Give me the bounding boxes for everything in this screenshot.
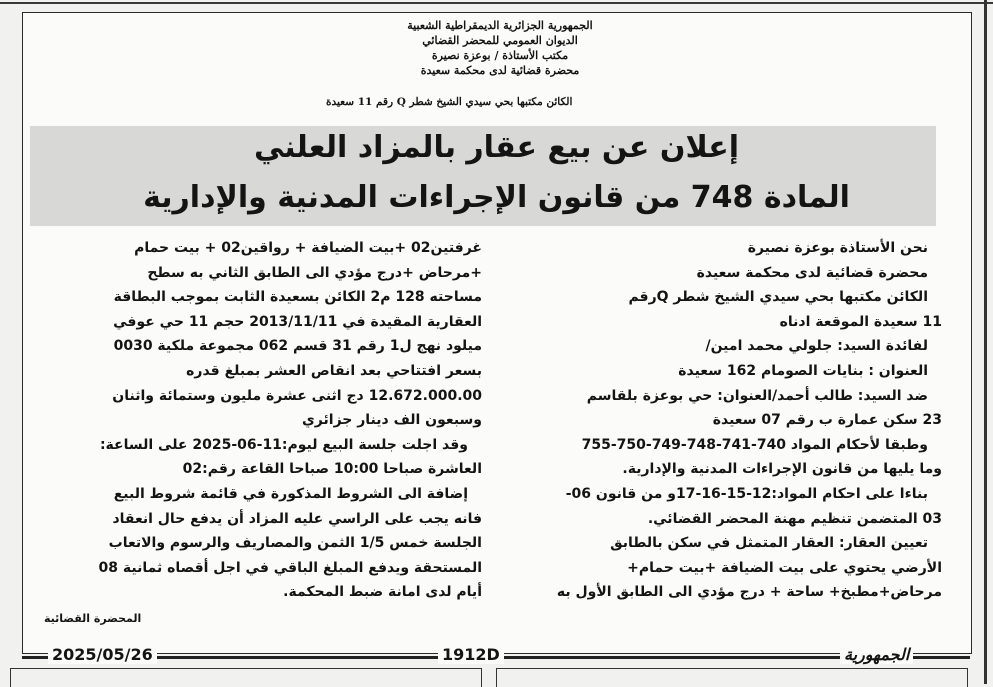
paragraph-line: لفائدة السيد: جلولي محمد امين/ bbox=[705, 338, 928, 355]
paragraph-line: ضد السيد: طالب أحمد/العنوان: حي بوعزة بلقاسم bbox=[586, 387, 928, 404]
paragraph-line: العقارية المقيدة في 2013/11/11 حجم 11 حي عوفي bbox=[113, 313, 482, 330]
paragraph-line: إضافة الى الشروط المذكورة في قائمة شروط البيع bbox=[113, 485, 468, 502]
newspaper-logo: الجمهورية bbox=[840, 645, 913, 664]
paragraph-line: أيام لدى امانة ضبط المحكمة. bbox=[283, 584, 482, 601]
signature: المحضرة القضائية bbox=[44, 612, 142, 625]
header-line: محضرة قضائية لدى محكمة سعيدة bbox=[420, 64, 580, 77]
paragraph-line: تعيين العقار: العقار المتمثل في سكن بالطابق bbox=[610, 535, 928, 552]
paragraph-line: فانه يجب على الراسي عليه المزاد أن يدفع حال انعقاد bbox=[112, 510, 482, 527]
notice-title: إعلان عن بيع عقار بالمزاد العلني bbox=[253, 130, 740, 165]
top-rule bbox=[0, 2, 993, 4]
paragraph-line: 03 المتضمن تنظيم مهنة المحضر القضائي. bbox=[647, 510, 942, 527]
paragraph-line: 23 سكن عمارة ب رقم 07 سعيدة bbox=[712, 412, 942, 429]
paragraph-line: 11 سعيدة الموقعة ادناه bbox=[779, 313, 942, 330]
paragraph-line: +مرحاض +درج مؤدي الى الطابق الثاني به سطح bbox=[147, 264, 482, 281]
paragraph-line: وطبقا لأحكام المواد 740-741-748-749-750-755 bbox=[581, 436, 928, 453]
paragraph-line: وسبعون الف دينار جزائري bbox=[301, 412, 482, 429]
paragraph-line: العاشرة صباحا 10:00 صباحا القاعة رقم:02 bbox=[182, 461, 482, 478]
footer-code: 1912D bbox=[438, 645, 504, 664]
paragraph-line: 12.672.000.00 دج اثنى عشرة مليون وستمائة واثنان bbox=[112, 387, 482, 404]
paragraph-line: محضرة قضائية لدى محكمة سعيدة bbox=[696, 264, 928, 281]
paragraph-line: بناءا على احكام المواد:12-15-16-17و من قانون 06- bbox=[565, 485, 928, 502]
paragraph-line: نحن الأستاذة بوعزة نصيرة bbox=[747, 240, 928, 256]
paragraph-line: المستحقة ويدفع المبلغ الباقي في اجل أقصاه ثمانية 08 bbox=[98, 559, 482, 576]
issuer-header bbox=[320, 18, 680, 78]
left-text-column bbox=[30, 236, 482, 605]
paragraph-line: وقد اجلت جلسة البيع ليوم:11-06-2025 على الساعة: bbox=[99, 436, 468, 453]
paragraph-line: مساحته 128 م2 الكائن بسعيدة الثابت بموجب البطاقة bbox=[113, 289, 482, 306]
next-notice-frame-left bbox=[10, 668, 482, 687]
paragraph-line: الكائن مكتبها بحي سيدي الشيخ شطر Qرقم bbox=[628, 289, 928, 306]
header-line: مكتب الأستاذة / بوعزة نصيرة bbox=[431, 49, 569, 62]
paragraph-line: بسعر افتتاحي بعد انقاص العشر بمبلغ قدره bbox=[186, 362, 482, 379]
footer-date: 2025/05/26 bbox=[48, 645, 157, 664]
paragraph-line: الجلسة خمس 1/5 الثمن والمصاريف والرسوم والاتعاب bbox=[108, 535, 482, 552]
paragraph-line: مرحاض+مطبخ+ ساحة + درج مؤدي الى الطابق الأول به bbox=[556, 584, 942, 601]
paragraph-line: وما يليها من قانون الإجراءات المدنية والإدارية. bbox=[622, 461, 942, 478]
header-address: الكائن مكتبها بحي سيدي الشيخ شطر Q رقم 11 سعيدة bbox=[326, 96, 573, 108]
paragraph-line: العنوان : بنايات الصومام 162 سعيدة bbox=[678, 362, 928, 379]
header-line: الجمهورية الجزائرية الديمقراطية الشعبية bbox=[407, 19, 593, 32]
paragraph-line: الأرضي يحتوي على بيت الضيافة +بيت حمام+ bbox=[627, 559, 942, 576]
paragraph-line: غرفتين02 +بيت الضيافة + رواقين02 + بيت حمام bbox=[134, 240, 482, 256]
right-edge-rule bbox=[984, 0, 987, 684]
next-notice-frame-right bbox=[496, 668, 968, 687]
notice-subtitle: المادة 748 من قانون الإجراءات المدنية والإدارية bbox=[143, 180, 850, 215]
header-line: الديوان العمومي للمحضر القضائي bbox=[422, 34, 578, 47]
right-text-column bbox=[490, 236, 942, 605]
paragraph-line: ميلود نهج ل1 رقم 31 قسم 062 مجموعة ملكية 0030 bbox=[113, 338, 482, 355]
